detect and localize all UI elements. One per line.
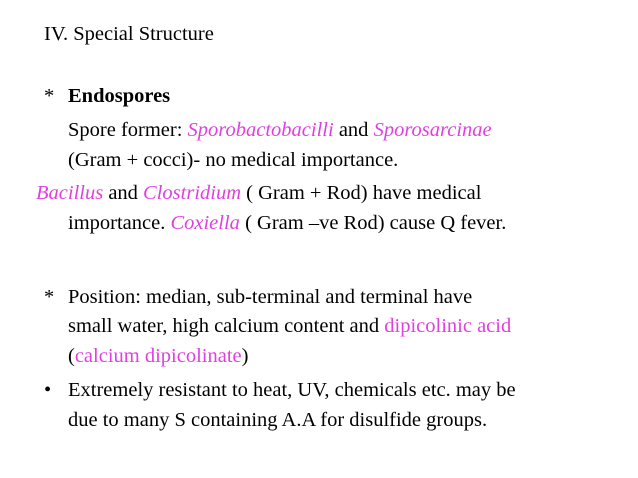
q-fever-text: ( Gram –ve Rod) cause Q fever. (239, 212, 507, 234)
position-bullet: * (44, 286, 55, 308)
position-line-1: Position: median, sub-terminal and terminal have (68, 286, 473, 308)
conjunction: and (103, 182, 144, 204)
spore-former-label: Spore former: (68, 119, 188, 141)
resistance-line-1: Extremely resistant to heat, UV, chemicals etc. may be (68, 379, 516, 401)
resistance-line-2: due to many S containing A.A for disulfide groups. (68, 409, 488, 431)
position-line-3 (68, 344, 248, 368)
open-paren: ( (68, 345, 75, 367)
term-coxiella: Coxiella (170, 212, 240, 234)
close-paren: ) (241, 345, 249, 367)
endospores-line-2: (Gram + cocci)- no medical importance. (68, 149, 399, 171)
term-sporobactobacilli: Sporobactobacilli (187, 119, 334, 141)
endospores-heading: Endospores (68, 85, 171, 107)
conjunction: and (333, 119, 374, 141)
endospores-line-4 (68, 211, 506, 235)
position-line-2 (68, 314, 511, 338)
endospores-line-1 (68, 118, 492, 142)
medical-importance-text: ( Gram + Rod) have medical (241, 182, 482, 204)
term-calcium-dipicolinate: calcium dipicolinate (74, 345, 242, 367)
importance-label: importance. (68, 212, 171, 234)
endospores-line-3 (36, 181, 481, 205)
resistance-bullet: • (44, 379, 52, 401)
calcium-content-text: small water, high calcium content and (68, 315, 385, 337)
slide-title: IV. Special Structure (44, 23, 214, 45)
term-dipicolinic-acid: dipicolinic acid (384, 315, 512, 337)
endospores-bullet: * (44, 85, 55, 107)
term-bacillus: Bacillus (36, 182, 104, 204)
term-clostridium: Clostridium (143, 182, 242, 204)
term-sporosarcinae: Sporosarcinae (373, 119, 492, 141)
